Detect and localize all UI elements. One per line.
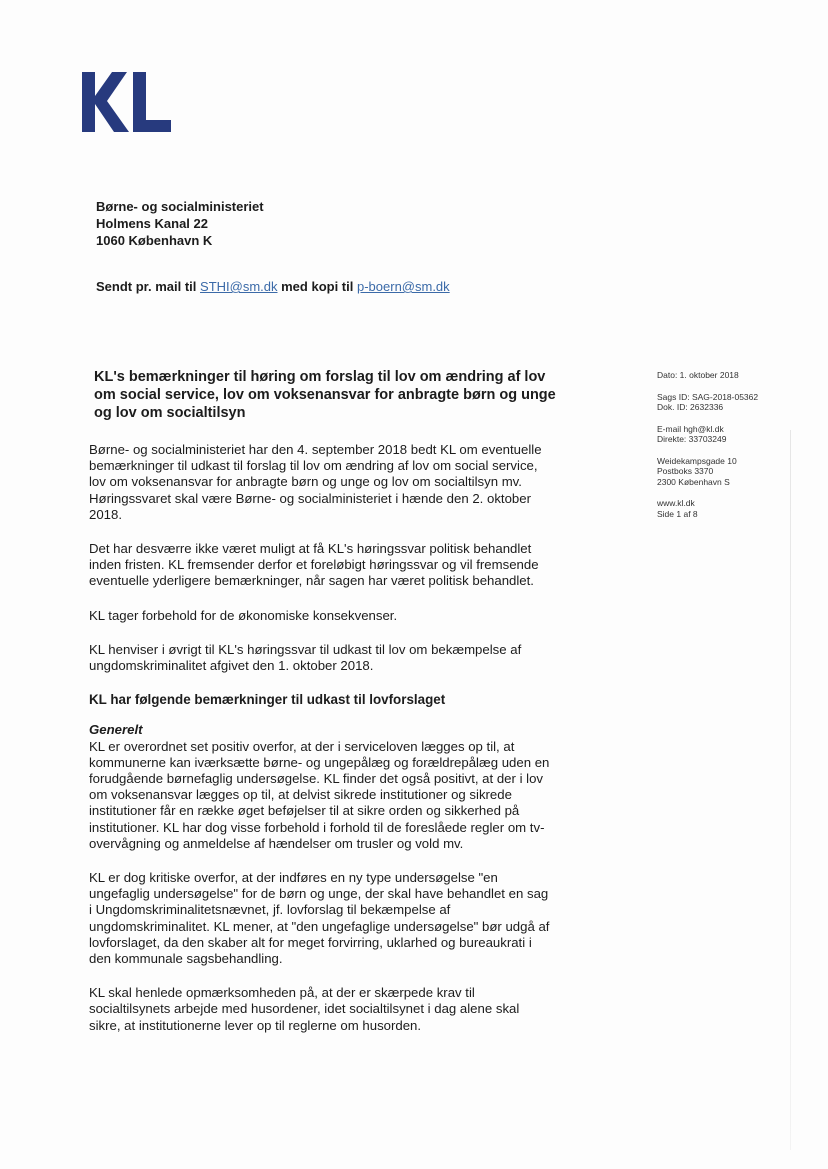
sent-prefix: Sendt pr. mail til <box>96 279 201 294</box>
meta-email: E-mail hgh@kl.dk <box>657 423 724 434</box>
paragraph-critique: KL er dog kritiske overfor, at der indføres en ny type undersøgelse "en ungefaglig undersøgelse" for de børn og unge, der skal have behandlet en sag i Ungdomskriminalitetsnævnet, jf. lovforslag til bekæmpelse af ungdomskriminalitet. KL mener, at "den ungefaglige undersøgelse" bør udgå af lovforslaget, da den skaber alt for meget forvirring, uklarhed og bureaukrati i den kommunale sagsbehandling. <box>89 870 550 967</box>
kl-logo <box>82 70 172 136</box>
kl-logo-mark <box>82 70 172 136</box>
meta-doc-id: Dok. ID: 2632336 <box>657 402 724 412</box>
meta-date: Dato: 1. oktober 2018 <box>657 370 739 380</box>
paragraph-deadline: Det har desværre ikke været muligt at få KL's høringssvar politisk behandlet inden fristen. KL fremsender derfor et foreløbigt høringssvar og vil fremsende eventuelle yderligere bemærkninger, når sagen har været politisk behandlet. <box>89 541 539 589</box>
email-link-sthi[interactable]: STHI@sm.dk <box>200 279 278 294</box>
meta-date-group <box>657 370 807 381</box>
paragraph-request: Børne- og socialministeriet har den 4. september 2018 bedt KL om eventuelle bemærkninger til udkast til forslag til lov om ændring af lov om social service, lov om voksenansvar for anbragte børn og unge og lov om socialtilsyn mv. Høringssvaret skal være Børne- og socialministeriet i hænde den 2. oktober 2018. <box>89 442 542 522</box>
paragraph-reference: KL henviser i øvrigt til KL's høringssvar til udkast til lov om bekæmpelse af ungdomskriminalitet afgivet den 1. oktober 2018. <box>89 641 522 674</box>
meta-ids-group <box>657 392 807 413</box>
sent-line <box>96 278 450 295</box>
paragraph-reservation: KL tager forbehold for de økonomiske konsekvenser. <box>89 607 398 623</box>
meta-address-2: Postboks 3370 <box>657 466 714 476</box>
recipient-address <box>96 198 264 249</box>
paragraph-house-rules: KL skal henlede opmærksomheden på, at der er skærpede krav til socialtilsynets arbejde med husordener, idet socialtilsynet i dag alene skal sikre, at institutionerne lever op til reglerne om husorden. <box>89 985 520 1033</box>
recipient-city: 1060 København K <box>96 233 213 248</box>
meta-page: Side 1 af 8 <box>657 508 698 519</box>
meta-contact-group <box>657 424 807 445</box>
recipient-street: Holmens Kanal 22 <box>96 216 208 231</box>
meta-address-group <box>657 456 807 488</box>
meta-direct: Direkte: 33703249 <box>657 434 727 444</box>
section-heading: KL har følgende bemærkninger til udkast til lovforslaget <box>89 692 446 708</box>
meta-case-id: Sags ID: SAG-2018-05362 <box>657 391 759 402</box>
paragraph-general: KL er overordnet set positiv overfor, at der i serviceloven lægges op til, at kommunerne kan iværksætte børne- og ungepålæg og forældrepålæg uden en forudgående børnefaglig undersøgelse. KL finder det også positivt, at der i lov om voksenansvar lægges op til, at delvist sikrede institutioner og sikrede institutioner får en række øget beføjelser til at sikre orden og sikkerhed på institutioner. KL har dog visse forbehold i forhold til de foreslåede regler om tv-overvågning og anmeldelse af hændelser om trusler og vold mv. <box>89 738 550 851</box>
meta-address-3: 2300 København S <box>657 476 730 487</box>
meta-web: www.kl.dk <box>657 498 695 508</box>
meta-web-group <box>657 498 807 519</box>
sent-middle: med kopi til <box>277 279 357 294</box>
recipient-name: Børne- og socialministeriet <box>96 199 264 214</box>
scan-edge-line <box>790 430 791 1150</box>
email-link-p-boern[interactable]: p-boern@sm.dk <box>356 279 450 294</box>
meta-address-1: Weidekampsgade 10 <box>657 455 737 466</box>
letter-body <box>89 442 551 1052</box>
metadata-column <box>657 370 807 530</box>
subheading-generelt: Generelt <box>89 722 143 738</box>
document-title: KL's bemærkninger til høring om forslag til lov om ændring af lov om social service, lov om voksenansvar for anbragte børn og unge og lov om socialtilsyn <box>94 369 556 421</box>
